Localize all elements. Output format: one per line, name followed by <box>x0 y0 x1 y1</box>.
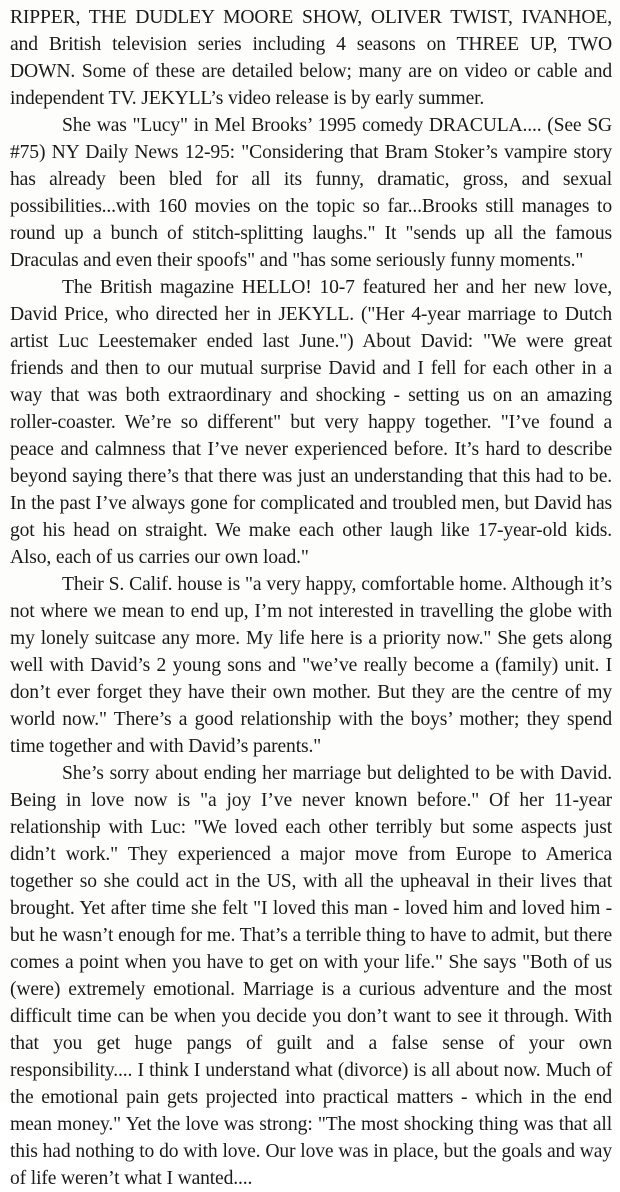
paragraph-marriage: She’s sorry about ending her marriage but delighted to be with David. Being in love now is "a joy I’ve never known before." Of her 11-year relationship with Luc: "We loved each other terribly but some aspects just didn’t work." They experienced a major move from Europe to America together so she could act in the US, with all the upheaval in their lives that brought. Yet after time she felt "I loved this man - loved him and loved him - but he wasn’t enough for me. That’s a terrible thing to have to admit, but there comes a point when you have to get on with your life." She says "Both of us (were) extremely emotional. Marriage is a curious adventure and the most difficult time can be when you decide you don’t want to see it through. With that you get huge pangs of guilt and a false sense of your own responsibility.... I think I understand what (divorce) is all about now. Much of the emotional pain gets projected into practical matters - which in the end mean money." Yet the love was strong: "The most shocking thing was that all this had nothing to do with love. Our love was in place, but the goals and way of life weren’t what I wanted.... <box>10 763 612 1189</box>
paragraph-california-home: Their S. Calif. house is "a very happy, comfortable home. Although it’s not where we mean to end up, I’m not interested in travelling the globe with my lonely suitcase any more. My life here is a priority now." She gets along well with David’s 2 young sons and "we’ve really become a (family) unit. I don’t ever forget they have their own mother. But they are the centre of my world now." There’s a good relationship with the boys’ mother; they spend time together and with David’s parents." <box>10 574 612 757</box>
paragraph-dracula: She was "Lucy" in Mel Brooks’ 1995 comedy DRACULA.... (See SG #75) NY Daily News 12-95: "Considering that Bram Stoker’s vampire story has already been bled for all its funny, dramatic, gross, and sexual possibilities...with 160 movies on the topic so far...Brooks still manages to round up a bunch of stitch-splitting laughs." It "sends up all the famous Draculas and even their spoofs" and "has some seriously funny moments." <box>10 115 612 271</box>
paragraph-credits: RIPPER, THE DUDLEY MOORE SHOW, OLIVER TWIST, IVANHOE, and British television series including 4 seasons on THREE UP, TWO DOWN. Some of these are detailed below; many are on video or cable and independent TV. JEKYLL’s video release is by early summer. <box>10 7 612 109</box>
paragraph-hello-magazine: The British magazine HELLO! 10-7 featured her and her new love, David Price, who directed her in JEKYLL. ("Her 4-year marriage to Dutch artist Luc Leestemaker ended last June.") About David: "We were great friends and then to our mutual surprise David and I fell for each other in a way that was both extraordinary and shocking - setting us on an amazing roller-coaster. We’re so different" but very happy together. "I’ve found a peace and calmness that I’ve never experienced before. It’s hard to describe beyond saying there’s that there was just an understanding that this had to be. In the past I’ve always gone for complicated and troubled men, but David has got his head on straight. We make each other laugh like 17-year-old kids. Also, each of us carries our own load." <box>10 277 612 568</box>
